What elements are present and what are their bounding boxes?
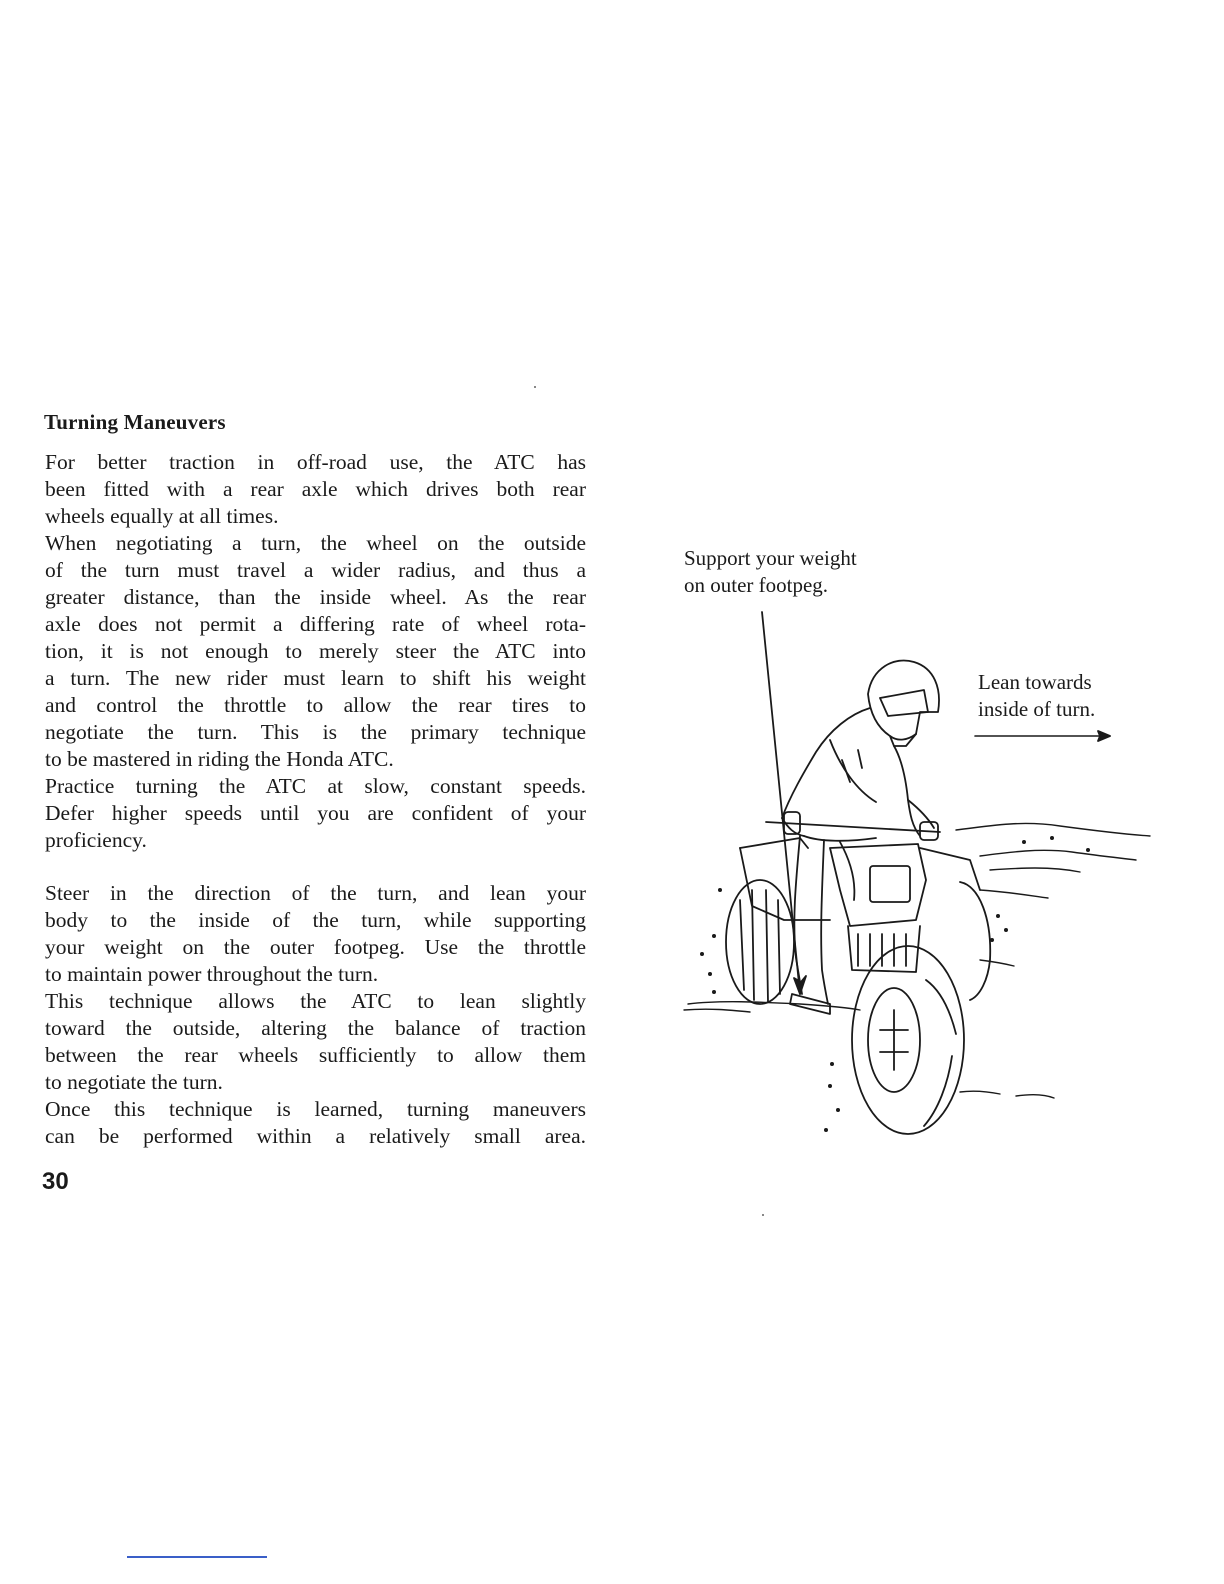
scan-speck <box>762 1214 764 1216</box>
text-line: wheels equally at all times. <box>45 504 279 528</box>
text-line: greater distance, than the inside wheel. As the rear <box>45 585 586 609</box>
rear-left-wheel <box>726 880 794 1004</box>
text-line: For better traction in off-road use, the ATC has <box>45 450 586 474</box>
rear-right-wheel <box>960 882 990 1000</box>
caption-line: Lean towards <box>978 670 1092 694</box>
text-line: Practice turning the ATC at slow, constant speeds. <box>45 774 586 798</box>
text-line: of the turn must travel a wider radius, and thus a <box>45 558 586 582</box>
text-line: body to the inside of the turn, while supporting <box>45 908 586 932</box>
atc-frame <box>740 844 980 972</box>
caption-line: inside of turn. <box>978 697 1096 721</box>
text-line: tion, it is not enough to merely steer the ATC into <box>45 639 586 663</box>
text-line: a turn. The new rider must learn to shift his weight <box>45 666 586 690</box>
rider-body <box>782 708 934 841</box>
text-line: your weight on the outer footpeg. Use the throttle <box>45 935 586 959</box>
text-line: When negotiating a turn, the wheel on the outside <box>45 531 586 555</box>
front-wheel <box>852 946 964 1134</box>
text-line: been fitted with a rear axle which drives both rear <box>45 477 586 501</box>
helmet-icon <box>868 660 939 746</box>
paragraph-traction <box>45 449 586 854</box>
text-line: proficiency. <box>45 828 147 852</box>
text-line: negotiate the turn. This is the primary technique <box>45 720 586 744</box>
text-line: This technique allows the ATC to lean slightly <box>45 989 586 1013</box>
caption-line: Support your weight <box>684 546 857 570</box>
text-line: Defer higher speeds until you are confident of your <box>45 801 586 825</box>
text-line: Once this technique is learned, turning maneuvers <box>45 1097 586 1121</box>
text-line: axle does not permit a differing rate of wheel rota- <box>45 612 586 636</box>
text-line: to negotiate the turn. <box>45 1070 223 1094</box>
text-line: to be mastered in riding the Honda ATC. <box>45 747 394 771</box>
atc-turning-illustration <box>680 590 1160 1150</box>
text-line: to maintain power throughout the turn. <box>45 962 379 986</box>
section-heading: Turning Maneuvers <box>44 410 226 434</box>
scan-speck <box>534 386 536 388</box>
caption-line: on outer footpeg. <box>684 573 829 597</box>
page-number: 30 <box>42 1168 69 1195</box>
text-line: toward the outside, altering the balance of traction <box>45 1016 586 1040</box>
text-line: and control the throttle to allow the rear tires to <box>45 693 586 717</box>
text-line: can be performed within a relatively small area. <box>45 1124 586 1148</box>
text-line: Steer in the direction of the turn, and lean your <box>45 881 586 905</box>
lean-arrow-icon <box>975 731 1110 741</box>
text-line: between the rear wheels sufficiently to allow them <box>45 1043 586 1067</box>
bottom-rule <box>127 1556 267 1558</box>
support-arrow-icon <box>762 612 806 994</box>
paragraph-technique <box>45 880 586 1150</box>
